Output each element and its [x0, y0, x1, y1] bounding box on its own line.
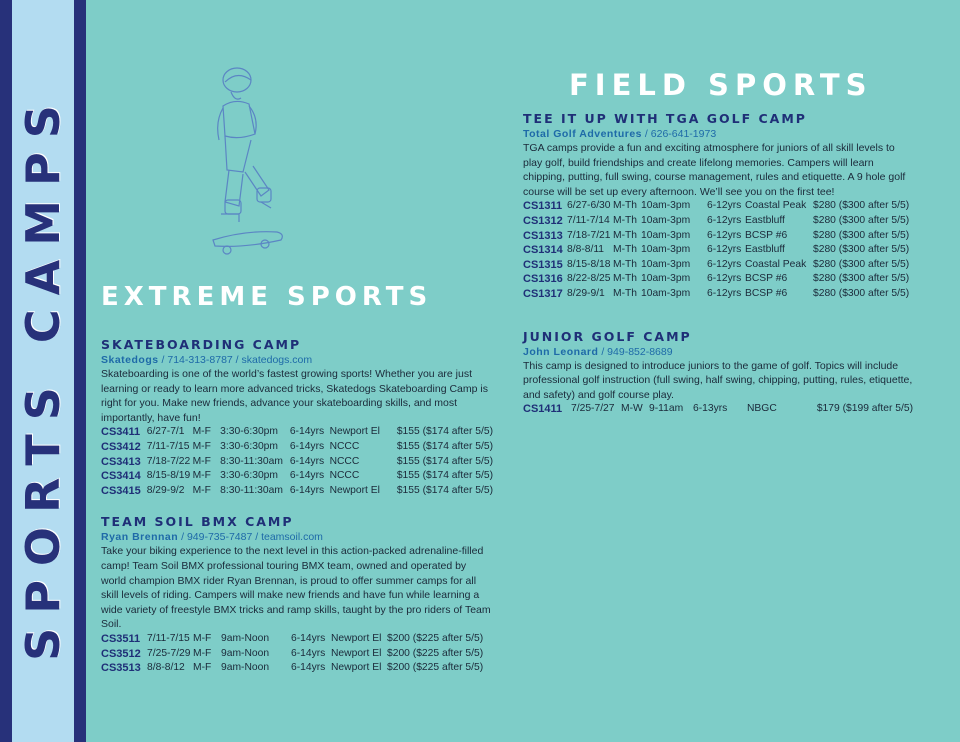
session-location: NCCC [329, 440, 360, 452]
camp-provider [101, 530, 493, 544]
session-code: CS3414 [101, 470, 141, 483]
session-price: $155 ($174 after 5/5) [396, 426, 493, 438]
session-days: M-F [192, 455, 211, 467]
session-location: Newport El [329, 484, 380, 496]
session-time: 10am-3pm [641, 229, 691, 241]
session-price: $280 ($300 after 5/5) [813, 273, 910, 285]
camp-title: TEE IT UP WITH TGA GOLF CAMP [523, 111, 807, 126]
camp-junior-golf [523, 328, 913, 417]
camp-description: Skateboarding is one of the world’s fastest growing sports! Whether you are just learning or ready to learn more advanced tricks, Skatedogs Skateboarding Camp is right for you. Make new friends, advance your skateboarding skills, and most importantly, have fun! [101, 368, 488, 424]
session-row [523, 199, 913, 214]
session-ages: 6-14yrs [291, 647, 326, 659]
session-code: CS3511 [101, 632, 141, 645]
session-time: 3:30-6:30pm [220, 470, 278, 482]
session-ages: 6-14yrs [291, 662, 326, 674]
session-row [101, 647, 493, 662]
session-days: M-Th [613, 200, 638, 212]
banner-title: SPORTS CAMPS [16, 91, 70, 661]
session-dates: 7/25-7/27 [571, 403, 615, 415]
provider-contact[interactable]: / 949-852-8689 [598, 345, 673, 358]
provider-name[interactable]: Total Golf Adventures [523, 128, 643, 140]
session-time: 8:30-11:30am [220, 455, 283, 467]
camp-description: This camp is designed to introduce juniors to the game of golf. Topics will include professional golf instruction (full swing, half swing, chipping, putting, rules, etiquette, and safety) and golf course play. [523, 359, 913, 401]
session-time: 10am-3pm [641, 244, 691, 256]
session-location: Eastbluff [745, 244, 785, 256]
session-row [523, 229, 913, 244]
provider-contact[interactable]: / 626-641-1973 [642, 128, 717, 140]
session-dates: 7/11-7/15 [146, 440, 190, 452]
provider-name[interactable]: Skatedogs [101, 354, 159, 366]
session-row [101, 455, 493, 470]
session-days: M-F [192, 470, 211, 482]
session-days: M-F [193, 632, 212, 644]
session-dates: 8/15-8/18 [567, 258, 611, 270]
banner-stripe-right [74, 0, 86, 742]
session-days: M-Th [613, 214, 638, 226]
session-days: M-F [193, 662, 212, 674]
session-table [101, 632, 493, 676]
session-code: CS1311 [523, 200, 563, 213]
camp-bmx [101, 513, 493, 675]
session-table [523, 199, 913, 301]
session-time: 10am-3pm [641, 214, 691, 226]
session-table [101, 425, 493, 498]
camp-skateboarding [101, 336, 493, 498]
banner-stripe-left [0, 0, 12, 742]
session-ages: 6-12yrs [707, 200, 742, 212]
session-location: NCCC [329, 470, 360, 482]
extreme-sports-column [101, 336, 493, 691]
session-code: CS1317 [523, 287, 563, 300]
session-price: $200 ($225 after 5/5) [387, 662, 484, 674]
session-row [101, 484, 493, 499]
session-days: M-Th [613, 273, 638, 285]
session-days: M-W [621, 403, 643, 415]
session-row [523, 214, 913, 229]
session-dates: 7/11-7/14 [567, 214, 610, 226]
session-price: $280 ($300 after 5/5) [813, 258, 910, 270]
camp-title: SKATEBOARDING CAMP [101, 337, 302, 352]
session-ages: 6-12yrs [707, 287, 742, 299]
field-sports-column [523, 110, 913, 432]
session-table [523, 402, 913, 417]
camp-title: JUNIOR GOLF CAMP [523, 328, 692, 344]
session-dates: 7/18-7/22 [146, 455, 191, 467]
session-dates: 7/11-7/15 [147, 632, 190, 644]
session-days: M-F [193, 647, 212, 659]
session-row [523, 258, 913, 273]
session-days: M-F [192, 484, 211, 496]
session-days: M-F [192, 440, 211, 452]
session-location: BCSP #6 [745, 287, 788, 299]
session-dates: 8/15-8/19 [146, 470, 191, 482]
session-time: 9am-Noon [221, 662, 270, 674]
provider-name[interactable]: Ryan Brennan [101, 531, 179, 544]
session-price: $280 ($300 after 5/5) [813, 244, 910, 256]
session-code: CS1411 [523, 403, 563, 416]
session-days: M-Th [613, 229, 638, 241]
provider-name[interactable]: John Leonard [523, 345, 599, 358]
session-ages: 6-12yrs [707, 273, 742, 285]
provider-contact[interactable]: / 949-735-7487 / teamsoil.com [178, 531, 323, 544]
session-dates: 6/27-6/30 [567, 200, 611, 212]
camp-description: Take your biking experience to the next level in this action-packed adrenaline-filled camp! Team Soil BMX professional touring BMX team, owned and operated by world champion BMX rider Ryan Brennan, is proud to offer summer camps for all skill levels of riding. Campers will make new friends and have fun while learning a wide variety of freestyle BMX tricks and ramp skills, taught by the pro riders of Team Soil. [101, 545, 491, 631]
session-price: $280 ($300 after 5/5) [813, 200, 910, 212]
session-price: $280 ($300 after 5/5) [813, 229, 910, 241]
session-location: Newport El [331, 647, 382, 659]
session-ages: 6-14yrs [289, 484, 325, 496]
session-price: $179 ($199 after 5/5) [816, 403, 913, 415]
camp-description: TGA camps provide a fun and exciting atmosphere for juniors of all skill levels to play golf, build friendships and create lifelong memories. Campers will learn chipping, putting, full swing, course management, rules and etiquette. A 9 hole golf course will be set up every afternoon. We’ll see you on the first tee! [523, 142, 906, 198]
session-price: $155 ($174 after 5/5) [396, 455, 493, 467]
session-dates: 8/22-8/25 [567, 273, 611, 285]
session-price: $155 ($174 after 5/5) [396, 484, 493, 496]
session-location: Eastbluff [745, 214, 785, 226]
session-time: 10am-3pm [641, 258, 691, 270]
session-price: $280 ($300 after 5/5) [813, 287, 910, 299]
session-location: NCCC [329, 455, 360, 467]
session-dates: 7/25-7/29 [147, 647, 191, 659]
camp-provider [523, 127, 913, 141]
session-time: 9am-Noon [221, 632, 270, 644]
session-location: NBGC [747, 403, 777, 415]
session-code: CS3513 [101, 662, 141, 675]
session-days: M-Th [613, 258, 638, 270]
session-ages: 6-14yrs [289, 455, 325, 467]
session-row [101, 632, 493, 647]
session-location: Newport El [329, 426, 380, 438]
session-time: 3:30-6:30pm [220, 426, 278, 438]
session-code: CS1312 [523, 214, 563, 227]
session-dates: 6/27-7/1 [146, 426, 185, 438]
session-code: CS3412 [101, 440, 141, 453]
session-code: CS3512 [101, 647, 141, 660]
session-code: CS1315 [523, 258, 563, 271]
session-time: 9-11am [649, 403, 684, 415]
session-dates: 8/29-9/1 [567, 287, 605, 299]
session-days: M-Th [613, 287, 638, 299]
session-time: 10am-3pm [641, 287, 691, 299]
session-time: 10am-3pm [641, 200, 691, 212]
session-ages: 6-13yrs [693, 403, 728, 415]
session-dates: 8/29-9/2 [146, 484, 185, 496]
session-code: CS1316 [523, 273, 563, 286]
session-price: $200 ($225 after 5/5) [387, 647, 484, 659]
provider-contact[interactable]: / 714-313-8787 / skatedogs.com [158, 354, 313, 366]
session-location: BCSP #6 [745, 273, 788, 285]
camp-tga-golf [523, 110, 913, 302]
session-code: CS3411 [101, 426, 141, 439]
session-row [523, 243, 913, 258]
camp-title: TEAM SOIL BMX CAMP [101, 514, 294, 530]
session-location: Coastal Peak [745, 258, 807, 270]
camp-provider [523, 345, 913, 359]
session-ages: 6-14yrs [289, 470, 325, 482]
camp-provider [101, 353, 493, 367]
session-price: $280 ($300 after 5/5) [813, 214, 910, 226]
session-ages: 6-12yrs [707, 229, 742, 241]
section-title-extreme: EXTREME SPORTS [101, 282, 433, 312]
session-row [101, 425, 493, 440]
session-location: Newport El [331, 662, 382, 674]
session-ages: 6-14yrs [289, 440, 325, 452]
section-title-field: FIELD SPORTS [569, 68, 873, 102]
session-code: CS3415 [101, 484, 141, 497]
session-ages: 6-12yrs [707, 214, 742, 226]
session-days: M-Th [613, 244, 638, 256]
session-time: 10am-3pm [641, 273, 691, 285]
session-row [523, 272, 913, 287]
session-location: Coastal Peak [745, 200, 807, 212]
session-time: 8:30-11:30am [220, 484, 283, 496]
skateboarder-icon [205, 62, 295, 262]
session-location: BCSP #6 [745, 229, 788, 241]
session-code: CS3413 [101, 455, 141, 468]
session-row [101, 469, 493, 484]
session-row [523, 287, 913, 302]
session-price: $200 ($225 after 5/5) [387, 632, 484, 644]
session-row [523, 402, 913, 417]
session-row [101, 661, 493, 676]
session-time: 3:30-6:30pm [220, 440, 278, 452]
session-price: $155 ($174 after 5/5) [396, 440, 493, 452]
session-time: 9am-Noon [221, 647, 270, 659]
session-code: CS1314 [523, 244, 563, 257]
session-dates: 8/8-8/12 [147, 662, 185, 674]
session-ages: 6-14yrs [291, 632, 326, 644]
session-ages: 6-14yrs [289, 426, 325, 438]
session-days: M-F [192, 426, 211, 438]
session-ages: 6-12yrs [707, 244, 742, 256]
session-price: $155 ($174 after 5/5) [396, 470, 493, 482]
session-location: Newport El [331, 632, 382, 644]
session-row [101, 440, 493, 455]
session-code: CS1313 [523, 229, 563, 242]
session-dates: 7/18-7/21 [567, 229, 611, 241]
session-dates: 8/8-8/11 [567, 244, 605, 256]
session-ages: 6-12yrs [707, 258, 742, 270]
